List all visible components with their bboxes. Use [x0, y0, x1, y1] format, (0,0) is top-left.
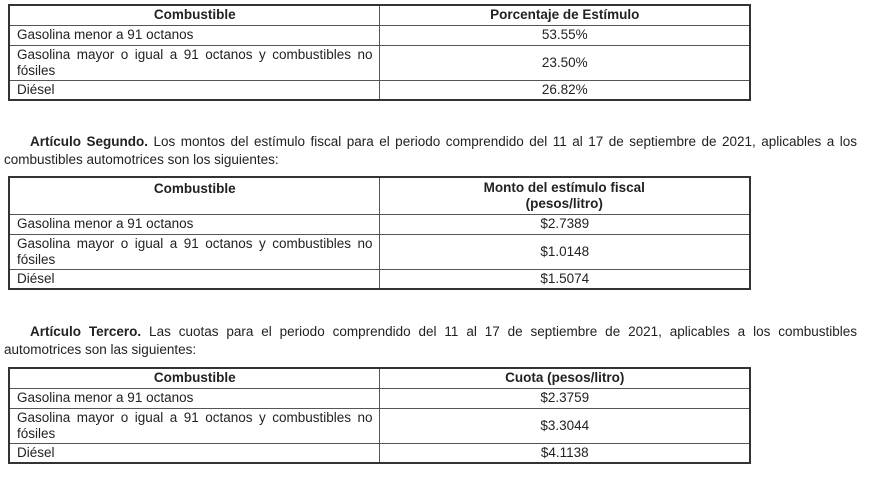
stimulus-amount-table — [8, 176, 751, 290]
article-tercero-paragraph — [4, 323, 857, 359]
table-row — [9, 234, 750, 269]
article-text: Las cuotas para el periodo comprendido del 11 al 17 de septiembre de 2021, aplicables a los combustibles automotrices son las siguientes: — [4, 324, 858, 357]
amount-cell: $2.7389 — [379, 214, 750, 234]
fuel-cell: Diésel — [9, 443, 379, 463]
percentage-cell: 26.82% — [379, 80, 750, 100]
percentage-cell: 53.55% — [379, 25, 750, 45]
table-row — [9, 45, 750, 80]
column-header-percentage: Porcentaje de Estímulo — [379, 5, 750, 25]
table-header-row — [9, 368, 750, 388]
fee-cell: $4.1138 — [379, 443, 750, 463]
article-segundo-paragraph — [4, 133, 857, 169]
article-label: Artículo Tercero. — [30, 324, 142, 339]
fuel-cell: Gasolina mayor o igual a 91 octanos y combustibles no fósiles — [9, 45, 379, 80]
column-header-fuel: Combustible — [9, 368, 379, 388]
fuel-cell: Gasolina mayor o igual a 91 octanos y combustibles no fósiles — [9, 234, 379, 269]
table-header-row — [9, 5, 750, 25]
table-row — [9, 214, 750, 234]
article-text: Los montos del estímulo fiscal para el periodo comprendido del 11 al 17 de septiembre de 2021, aplicables a los combustibles automotrices son los siguientes: — [4, 134, 857, 167]
table-row — [9, 25, 750, 45]
column-header-fuel: Combustible — [9, 5, 379, 25]
fee-table — [8, 367, 751, 464]
table-row — [9, 388, 750, 408]
column-header-fee: Cuota (pesos/litro) — [379, 368, 750, 388]
amount-cell: $1.0148 — [379, 234, 750, 269]
stimulus-percentage-table — [8, 4, 751, 101]
fee-cell: $2.3759 — [379, 388, 750, 408]
fuel-cell: Gasolina menor a 91 octanos — [9, 25, 379, 45]
table-row — [9, 408, 750, 443]
column-header-amount: Monto del estímulo fiscal (pesos/litro) — [379, 177, 750, 214]
fuel-cell: Gasolina mayor o igual a 91 octanos y combustibles no fósiles — [9, 408, 379, 443]
amount-cell: $1.5074 — [379, 269, 750, 289]
table-row — [9, 269, 750, 289]
fuel-cell: Diésel — [9, 269, 379, 289]
fee-cell: $3.3044 — [379, 408, 750, 443]
fuel-cell: Gasolina menor a 91 octanos — [9, 388, 379, 408]
fuel-cell: Gasolina menor a 91 octanos — [9, 214, 379, 234]
table-row — [9, 80, 750, 100]
percentage-cell: 23.50% — [379, 45, 750, 80]
column-header-fuel: Combustible — [9, 177, 379, 214]
table-row — [9, 443, 750, 463]
table-header-row — [9, 177, 750, 214]
fuel-cell: Diésel — [9, 80, 379, 100]
article-label: Artículo Segundo. — [30, 134, 148, 149]
